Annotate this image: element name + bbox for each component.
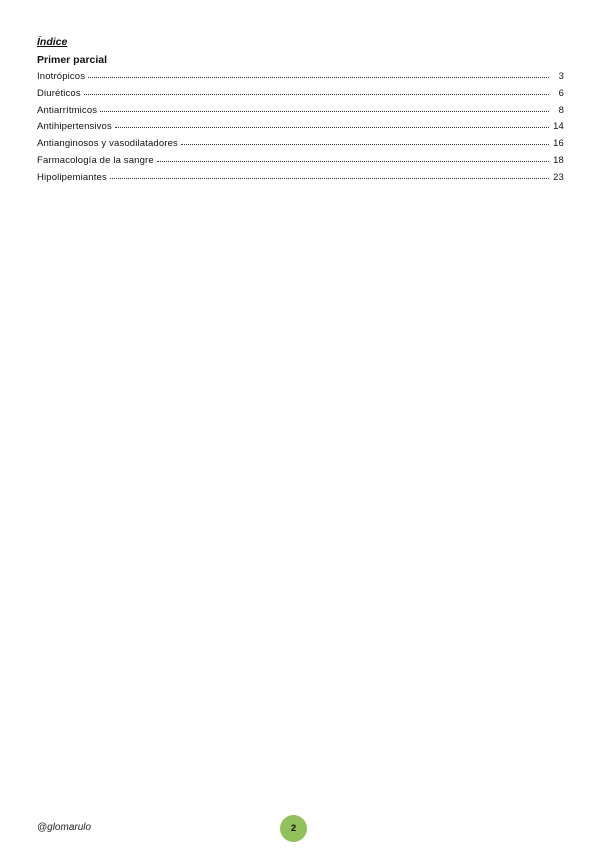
toc-dot-leader [157, 153, 549, 163]
toc-dot-leader [88, 69, 549, 79]
toc-entry-label: Diuréticos [37, 87, 81, 99]
toc-entry[interactable] [37, 69, 564, 86]
toc-entry[interactable] [37, 170, 564, 187]
toc-dot-leader [110, 170, 549, 180]
table-of-contents [37, 69, 564, 187]
toc-entry-label: Antihipertensivos [37, 121, 112, 133]
toc-entry-page: 6 [558, 87, 564, 99]
toc-entry-page: 14 [553, 121, 564, 133]
toc-dot-leader [84, 86, 549, 96]
index-title: Índice [37, 36, 68, 48]
toc-entry[interactable] [37, 153, 564, 170]
toc-entry-label: Inotrópicos [37, 71, 86, 82]
toc-dot-leader [181, 136, 549, 146]
page-number-badge: 2 [280, 815, 307, 842]
toc-entry-page: 23 [553, 171, 564, 183]
toc-entry-page: 3 [558, 71, 564, 82]
section-title: Primer parcial [37, 54, 108, 66]
toc-dot-leader [100, 103, 549, 113]
toc-entry[interactable] [37, 86, 564, 103]
toc-entry-page: 16 [553, 138, 564, 150]
toc-entry-page: 8 [558, 104, 564, 116]
toc-entry-label: Antianginosos y vasodilatadores [37, 138, 178, 150]
toc-entry[interactable] [37, 136, 564, 153]
toc-entry-label: Farmacología de la sangre [37, 154, 154, 166]
toc-entry-page: 18 [553, 154, 564, 166]
footer-handle: @glomarulo [37, 822, 92, 833]
toc-entry-label: Antiarrítmicos [37, 104, 98, 116]
toc-entry[interactable] [37, 119, 564, 136]
toc-dot-leader [115, 119, 549, 129]
toc-entry-label: Hipolipemiantes [37, 171, 107, 183]
toc-entry[interactable] [37, 103, 564, 120]
